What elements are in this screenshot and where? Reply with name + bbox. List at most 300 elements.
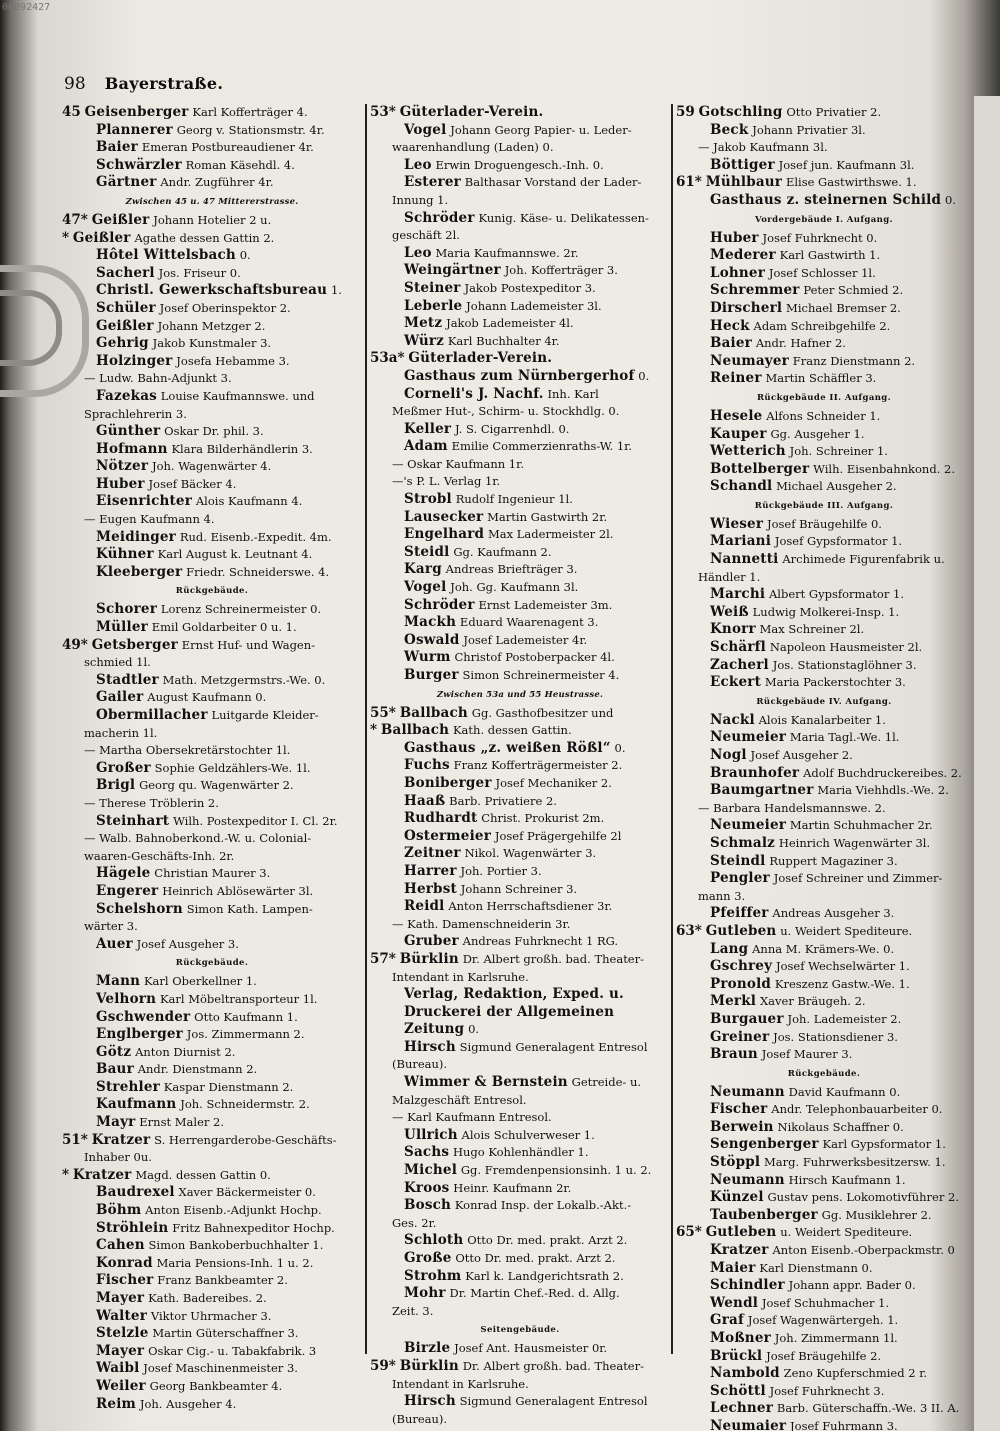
directory-entry (676, 941, 972, 959)
directory-entry (62, 1167, 362, 1185)
entry-text: Andr. Hafner 2. (755, 336, 846, 351)
entry-text: Maria Kaufmannswe. 2r. (435, 245, 579, 260)
directory-entry (370, 1358, 670, 1376)
entry-text: u. Weidert Spediteure. (780, 923, 913, 938)
directory-entry (676, 1242, 972, 1260)
directory-entry (370, 775, 670, 793)
resident-name: Steidl (404, 543, 450, 560)
entry-text: waaren-Geschäfts-Inh. 2r. (84, 848, 235, 863)
entry-text: 1. (330, 283, 342, 298)
entry-text: Jos. Zimmermann 2. (186, 1027, 305, 1042)
resident-name: Günther (96, 423, 161, 440)
directory-entry (62, 353, 362, 371)
entry-text: Zeit. 3. (392, 1303, 434, 1318)
resident-name: Weiler (96, 1377, 146, 1394)
directory-entry (62, 1220, 362, 1238)
resident-name: Kaufmann (96, 1096, 177, 1113)
entry-continuation (370, 192, 670, 210)
house-number: 53a* (370, 350, 405, 367)
resident-name: Bosch (404, 1197, 452, 1214)
entry-text: Sigmund Generalagent Entresol (459, 1394, 648, 1409)
entry-text: Josef Maurer 3. (761, 1047, 853, 1062)
directory-entry (676, 1295, 972, 1313)
entry-continuation (676, 139, 972, 157)
entry-text: August Kaufmann 0. (147, 690, 267, 705)
resident-name: Stöppl (710, 1154, 761, 1171)
resident-name: Corneli's J. Nachf. (404, 385, 544, 402)
house-number: 57* (370, 950, 396, 967)
entry-text: Josef Bräugehilfe 2. (766, 1348, 882, 1363)
directory-entry (370, 561, 670, 579)
entry-continuation (370, 1092, 670, 1110)
house-number: * (62, 229, 70, 246)
entry-text: Martin Güterschaffner 3. (152, 1326, 299, 1341)
directory-entry (62, 212, 362, 230)
resident-name: Reiner (710, 370, 762, 387)
facing-page-edge (974, 96, 1000, 1431)
directory-entry (62, 564, 362, 582)
directory-entry (62, 441, 362, 459)
cross-street-note: Zwischen 53a und 55 Heustrasse. (436, 689, 604, 700)
entry-text: Meßmer Hut-, Schirm- u. Stockhdlg. 0. (392, 404, 620, 419)
entry-text: Innung 1. (392, 192, 449, 207)
entry-text: Josef Maschinenmeister 3. (143, 1361, 298, 1376)
directory-entry (62, 388, 362, 406)
section-heading: Rückgebäude II. Aufgang. (756, 392, 892, 403)
entry-text: Josefa Hebamme 3. (176, 353, 290, 368)
directory-entry (62, 546, 362, 564)
entry-continuation (370, 1303, 670, 1321)
entry-text: Johann Privatier 3l. (752, 122, 866, 137)
directory-entry (62, 1237, 362, 1255)
entry-text: Ernst Maler 2. (139, 1115, 224, 1130)
resident-name: Gschwender (96, 1008, 191, 1025)
directory-entry (676, 551, 972, 569)
directory-entry (370, 1250, 670, 1268)
resident-name: Zacherl (710, 656, 769, 673)
directory-entry (370, 350, 670, 368)
entry-text: David Kaufmann 0. (788, 1084, 901, 1099)
entry-text: Archimede Figurenfabrik u. (782, 552, 945, 567)
directory-entry (370, 810, 670, 828)
resident-name: Brückl (710, 1347, 763, 1364)
house-number: 59 (676, 104, 695, 120)
entry-text: Johann appr. Bader 0. (788, 1278, 916, 1293)
entry-text: Napoleon Hausmeister 2l. (769, 640, 923, 655)
resident-name: Lang (710, 940, 749, 957)
entry-text: Gg. Musiklehrer 2. (821, 1207, 932, 1222)
directory-entry (676, 1400, 972, 1418)
resident-name: Adam (404, 438, 448, 455)
entry-text: Sophie Geldzählers-We. 1l. (154, 760, 311, 775)
entry-text: waarenhandlung (Laden) 0. (392, 140, 554, 155)
entry-text: Nikol. Wagenwärter 3. (464, 846, 597, 861)
resident-name: Kratzer (91, 1131, 151, 1148)
entry-text: 0. (638, 368, 650, 383)
entry-text: Michael Ausgeher 2. (776, 479, 897, 494)
entry-text: Josef Bräugehilfe 0. (766, 516, 882, 531)
resident-name: Schindler (710, 1277, 785, 1294)
house-number: 49* (62, 636, 88, 653)
entry-text: Jakob Postexpeditor 3. (464, 280, 596, 295)
entry-text: —'s P. L. Verlag 1r. (392, 474, 501, 489)
resident-name: Konrad (96, 1254, 153, 1271)
entry-text: Otto Dr. med. prakt. Arzt 2. (455, 1251, 616, 1265)
resident-name: Nogl (710, 747, 747, 763)
entry-text: — Eugen Kaufmann 4. (84, 512, 215, 527)
directory-entry (62, 493, 362, 511)
entry-continuation (370, 916, 670, 934)
directory-entry (370, 705, 670, 723)
entry-text: Josef Prägergehilfe 2l (494, 828, 622, 843)
entry-continuation (370, 969, 670, 987)
entry-text: Kath. Badereibes. 2. (148, 1291, 267, 1305)
resident-name: Christl. Gewerkschaftsbureau (96, 282, 328, 299)
entry-continuation (62, 742, 362, 760)
directory-entry (62, 458, 362, 476)
entry-text: Karl Gastwirth 1. (779, 248, 881, 263)
directory-entry (62, 991, 362, 1009)
resident-name: Müller (96, 619, 148, 636)
resident-name: Ballbach (380, 722, 450, 739)
directory-entry (62, 1184, 362, 1202)
entry-text: Anton Herrschaftsdiener 3r. (448, 899, 613, 914)
column-left (62, 104, 362, 1413)
directory-entry (370, 386, 670, 404)
entry-text: Barb. Güterschaffn.-We. 3 II. A. (776, 1401, 960, 1416)
entry-text: Christian Maurer 3. (154, 866, 271, 881)
directory-entry (62, 707, 362, 725)
resident-name: Ostermeier (404, 827, 492, 844)
directory-entry (62, 601, 362, 619)
entry-text: Inh. Karl (547, 386, 599, 401)
resident-name: Berwein (710, 1118, 774, 1135)
resident-name: Hôtel Wittelsbach (96, 247, 236, 264)
entry-text: Martin Schäffler 3. (765, 371, 877, 386)
entry-text: Erwin Droguengesch.-Inh. 0. (435, 157, 604, 172)
resident-name: Gasthaus z. steinernen Schild (710, 191, 942, 208)
entry-text: J. S. Cigarrenhdl. 0. (455, 421, 570, 436)
resident-name: Bürklin (399, 950, 459, 967)
directory-entry (62, 777, 362, 795)
directory-entry (676, 1277, 972, 1295)
resident-name: Weiß (710, 603, 749, 620)
entry-text: Konrad Insp. der Lokalb.-Akt.- (454, 1198, 632, 1213)
resident-name: Kleeberger (96, 563, 183, 580)
resident-name: Leo (404, 156, 432, 173)
resident-name: Dirscherl (710, 299, 783, 316)
directory-entry (676, 1154, 972, 1172)
entry-text: Josef Ant. Hausmeister 0r. (454, 1341, 608, 1356)
column-rule-2 (671, 104, 673, 1354)
entry-text: Martin Schuhmacher 2r. (789, 818, 933, 833)
directory-entry (370, 667, 670, 685)
entry-text: Oskar Dr. phil. 3. (164, 424, 264, 439)
resident-name: Fischer (710, 1101, 768, 1118)
resident-name: Schwärzler (96, 156, 182, 173)
resident-name: Knorr (710, 621, 756, 638)
entry-text: Fritz Bahnexpeditor Hochp. (172, 1220, 335, 1235)
entry-continuation (62, 370, 362, 388)
resident-name: Neumeier (710, 729, 787, 746)
directory-entry (370, 1232, 670, 1250)
directory-entry (370, 845, 670, 863)
directory-entry (62, 104, 362, 122)
entry-text: Oskar Cig.- u. Tabakfabrik. 3 (148, 1343, 317, 1358)
entry-text: Hirsch Kaufmann 1. (788, 1172, 906, 1187)
house-number: 51* (62, 1131, 88, 1148)
resident-name: Mühlbaur (705, 174, 783, 191)
directory-entry (62, 672, 362, 690)
entry-text: Kaspar Dienstmann 2. (163, 1079, 294, 1094)
entry-text: 0. (944, 192, 956, 207)
directory-entry (676, 729, 972, 747)
house-number: 53* (370, 104, 396, 120)
resident-name: Getsberger (91, 636, 178, 653)
resident-name: Geißler (91, 211, 150, 228)
house-number: 59* (370, 1357, 396, 1374)
directory-entry (676, 1224, 972, 1242)
directory-entry (676, 1119, 972, 1137)
entry-text: Josef Ausgeher 2. (750, 748, 853, 762)
resident-name: Mederer (710, 247, 776, 264)
directory-entry (370, 614, 670, 632)
entry-text: Intendant in Karlsruhe. (392, 969, 529, 984)
directory-entry (370, 368, 670, 386)
entry-text: Joh. Ausgeher 4. (139, 1396, 237, 1411)
entry-text: Jos. Stationstaglöhner 3. (772, 657, 917, 672)
resident-name: Pfeiffer (710, 905, 769, 922)
entry-text: Georg Bankbeamter 4. (149, 1378, 283, 1393)
directory-entry (62, 1079, 362, 1097)
resident-name: Neumeier (710, 817, 787, 834)
entry-continuation (370, 456, 670, 474)
entry-text: Heinrich Ablösewärter 3l. (162, 883, 314, 898)
resident-name: Holzinger (96, 352, 173, 369)
entry-text: Adam Schreibgehilfe 2. (753, 318, 891, 333)
entry-text: Maria Pensions-Inh. 1 u. 2. (156, 1255, 314, 1270)
entry-text: Max Ladermeister 2l. (488, 527, 614, 542)
house-number: * (62, 1166, 70, 1183)
entry-text: Joh. Zimmermann 1l. (774, 1331, 898, 1345)
directory-entry (62, 1061, 362, 1079)
resident-name: Engelhard (404, 526, 485, 543)
entry-text: Händler 1. (698, 569, 761, 584)
resident-name: Waibl (96, 1360, 140, 1377)
directory-entry (62, 282, 362, 300)
entry-text: Jos. Friseur 0. (158, 265, 241, 280)
entry-text: Johann Schreiner 3. (460, 881, 578, 896)
resident-name: Schöttl (710, 1382, 766, 1399)
resident-name: Huber (710, 229, 759, 246)
resident-name: Ballbach (399, 704, 468, 721)
directory-entry (62, 689, 362, 707)
directory-entry (370, 421, 670, 439)
resident-name: Mackh (404, 614, 457, 631)
resident-name: Stelzle (96, 1325, 149, 1342)
resident-name: Kroos (404, 1179, 450, 1196)
directory-entry (676, 923, 972, 941)
resident-name: Heck (710, 317, 750, 334)
entry-text: Gg. Ausgeher 1. (770, 426, 865, 441)
section-heading: Rückgebäude III. Aufgang. (754, 500, 894, 511)
directory-entry (676, 426, 972, 444)
directory-entry (676, 1260, 972, 1278)
resident-name: Güterlader-Verein. (408, 350, 553, 367)
resident-name: Strehler (96, 1078, 160, 1095)
entry-text: Karl August k. Leutnant 4. (157, 547, 313, 562)
entry-text: Elise Gastwirthswe. 1. (785, 175, 917, 190)
entry-text: Josef Schreiner und Zimmer- (773, 871, 943, 886)
resident-name: Mann (96, 973, 141, 990)
entry-text: — Martha Obersekretärstochter 1l. (84, 743, 291, 758)
resident-name: Wurm (404, 649, 451, 666)
directory-entry (676, 765, 972, 783)
resident-name: Schüler (96, 299, 156, 316)
resident-name: Schorer (96, 601, 158, 618)
entry-text: Josef Wechselwärter 1. (775, 959, 910, 974)
directory-entry (676, 976, 972, 994)
directory-entry (370, 315, 670, 333)
resident-name: Hofmann (96, 440, 168, 457)
paper-clip-inner (0, 290, 62, 366)
resident-name: Hirsch (404, 1393, 456, 1410)
resident-name: Sachs (404, 1144, 450, 1161)
directory-entry (676, 353, 972, 371)
directory-entry (370, 933, 670, 951)
directory-entry (676, 282, 972, 300)
directory-entry (676, 408, 972, 426)
entry-text: 0. (239, 248, 251, 263)
resident-name: Neumann (710, 1171, 785, 1188)
resident-name: Mayer (96, 1290, 145, 1306)
entry-text: Karl Dienstmann 0. (759, 1260, 873, 1275)
entry-text: Josef Lademeister 4r. (463, 632, 588, 647)
resident-name: Geißler (96, 317, 154, 334)
directory-entry (676, 993, 972, 1011)
resident-name: Bürklin (399, 1357, 459, 1374)
entry-continuation (676, 800, 972, 818)
entry-text: Joh. Gg. Kaufmann 3l. (450, 580, 579, 595)
resident-name: Steinhart (96, 812, 170, 829)
entry-text: — Ludw. Bahn-Adjunkt 3. (84, 371, 232, 386)
resident-name: Mayr (96, 1114, 136, 1131)
entry-text: mann 3. (698, 888, 746, 903)
resident-name: Schelshorn (96, 900, 183, 917)
resident-name: Steindl (710, 852, 766, 869)
entry-text: Ruppert Magaziner 3. (769, 853, 898, 868)
section-heading: Rückgebäude. (175, 586, 249, 597)
directory-entry (676, 1330, 972, 1348)
resident-name: Esterer (404, 174, 461, 191)
resident-name: Birzle (404, 1340, 451, 1357)
directory-entry (62, 883, 362, 901)
directory-entry (676, 604, 972, 622)
resident-name: Pengler (710, 870, 770, 887)
entry-text: Johann Metzger 2. (157, 318, 266, 333)
archive-stamp: 00092427 (2, 2, 51, 13)
directory-entry (370, 333, 670, 351)
directory-entry (676, 1136, 972, 1154)
directory-entry (676, 958, 972, 976)
directory-entry (62, 1202, 362, 1220)
directory-entry (370, 157, 670, 175)
resident-name: Gutleben (705, 1224, 777, 1241)
entry-text: Josef Bäcker 4. (148, 476, 237, 491)
entry-text: Simon Schreinermeister 4. (462, 668, 620, 682)
resident-name: Geisenberger (84, 104, 189, 120)
directory-entry (62, 1044, 362, 1062)
entry-text: Josef Oberinspektor 2. (159, 300, 291, 315)
resident-name: Taubenberger (710, 1206, 818, 1223)
entry-text: Joh. Kofferträger 3. (504, 263, 618, 278)
resident-name: Hirsch (404, 1038, 456, 1055)
directory-entry (676, 230, 972, 248)
entry-text: Sigmund Generalagent Entresol (459, 1039, 648, 1054)
entry-text: Otto Dr. med. prakt. Arzt 2. (467, 1233, 628, 1248)
entry-continuation (370, 227, 670, 245)
entry-text: Simon Kath. Lampen- (186, 901, 313, 916)
entry-text: Adolf Buchdruckereibes. 2. (803, 765, 962, 780)
directory-entry (676, 1029, 972, 1047)
entry-continuation (62, 848, 362, 866)
house-number: 55* (370, 704, 396, 721)
entry-text: Wilh. Eisenbahnkond. 2. (813, 461, 955, 476)
resident-name: Zeitner (404, 845, 461, 862)
entry-text: Magd. dessen Gattin 0. (135, 1167, 271, 1182)
directory-entry (676, 1207, 972, 1225)
section-heading: Seitengebäude. (480, 1325, 560, 1336)
entry-text: Karl Oberkellner 1. (143, 974, 257, 989)
entry-text: Anton Diurnist 2. (135, 1044, 236, 1059)
entry-text: Sprachlehrerin 3. (84, 406, 187, 421)
entry-text: — Barbara Handelsmannswe. 2. (698, 800, 886, 815)
entry-text: Georg v. Stationsmstr. 4r. (176, 122, 325, 137)
directory-entry (370, 1127, 670, 1145)
directory-entry (62, 1132, 362, 1150)
entry-text: Andreas Briefträger 3. (445, 562, 578, 577)
entry-continuation (62, 795, 362, 813)
entry-text: Martin Gastwirth 2r. (487, 509, 608, 524)
entry-text: Joh. Schneidermstr. 2. (180, 1097, 310, 1112)
resident-name: Burgauer (710, 1010, 784, 1027)
directory-entry (370, 1162, 670, 1180)
entry-text: Barb. Privatiere 2. (449, 793, 557, 808)
resident-name: Hesele (710, 407, 763, 424)
directory-entry (676, 817, 972, 835)
entry-continuation (370, 1056, 670, 1074)
directory-entry (676, 586, 972, 604)
entry-text: Franz Bankbeamter 2. (157, 1273, 288, 1288)
resident-name: Leberle (404, 297, 463, 314)
entry-text: Emeran Postbureaudiener 4r. (141, 140, 314, 155)
entry-text: Xaver Bräugeh. 2. (759, 994, 866, 1009)
directory-entry (676, 265, 972, 283)
entry-text: Simon Bankoberbuchhalter 1. (148, 1238, 324, 1253)
entry-text: Wilh. Postexpeditor I. Cl. 2r. (173, 813, 338, 828)
directory-entry (676, 174, 972, 192)
resident-name: Lohner (710, 264, 766, 281)
entry-text: Josef Schuhmacher 1. (761, 1295, 890, 1310)
entry-text: Ernst Lademeister 3m. (478, 597, 613, 612)
directory-entry (676, 516, 972, 534)
entry-text: Josef Fuhrmann 3. (790, 1418, 898, 1431)
directory-entry (370, 298, 670, 316)
resident-name: Maier (710, 1259, 756, 1276)
resident-name: Cahen (96, 1237, 145, 1254)
entry-text: Albert Gypsformator 1. (769, 587, 904, 602)
entry-text: Maria Viehhdls.-We. 2. (817, 783, 949, 798)
